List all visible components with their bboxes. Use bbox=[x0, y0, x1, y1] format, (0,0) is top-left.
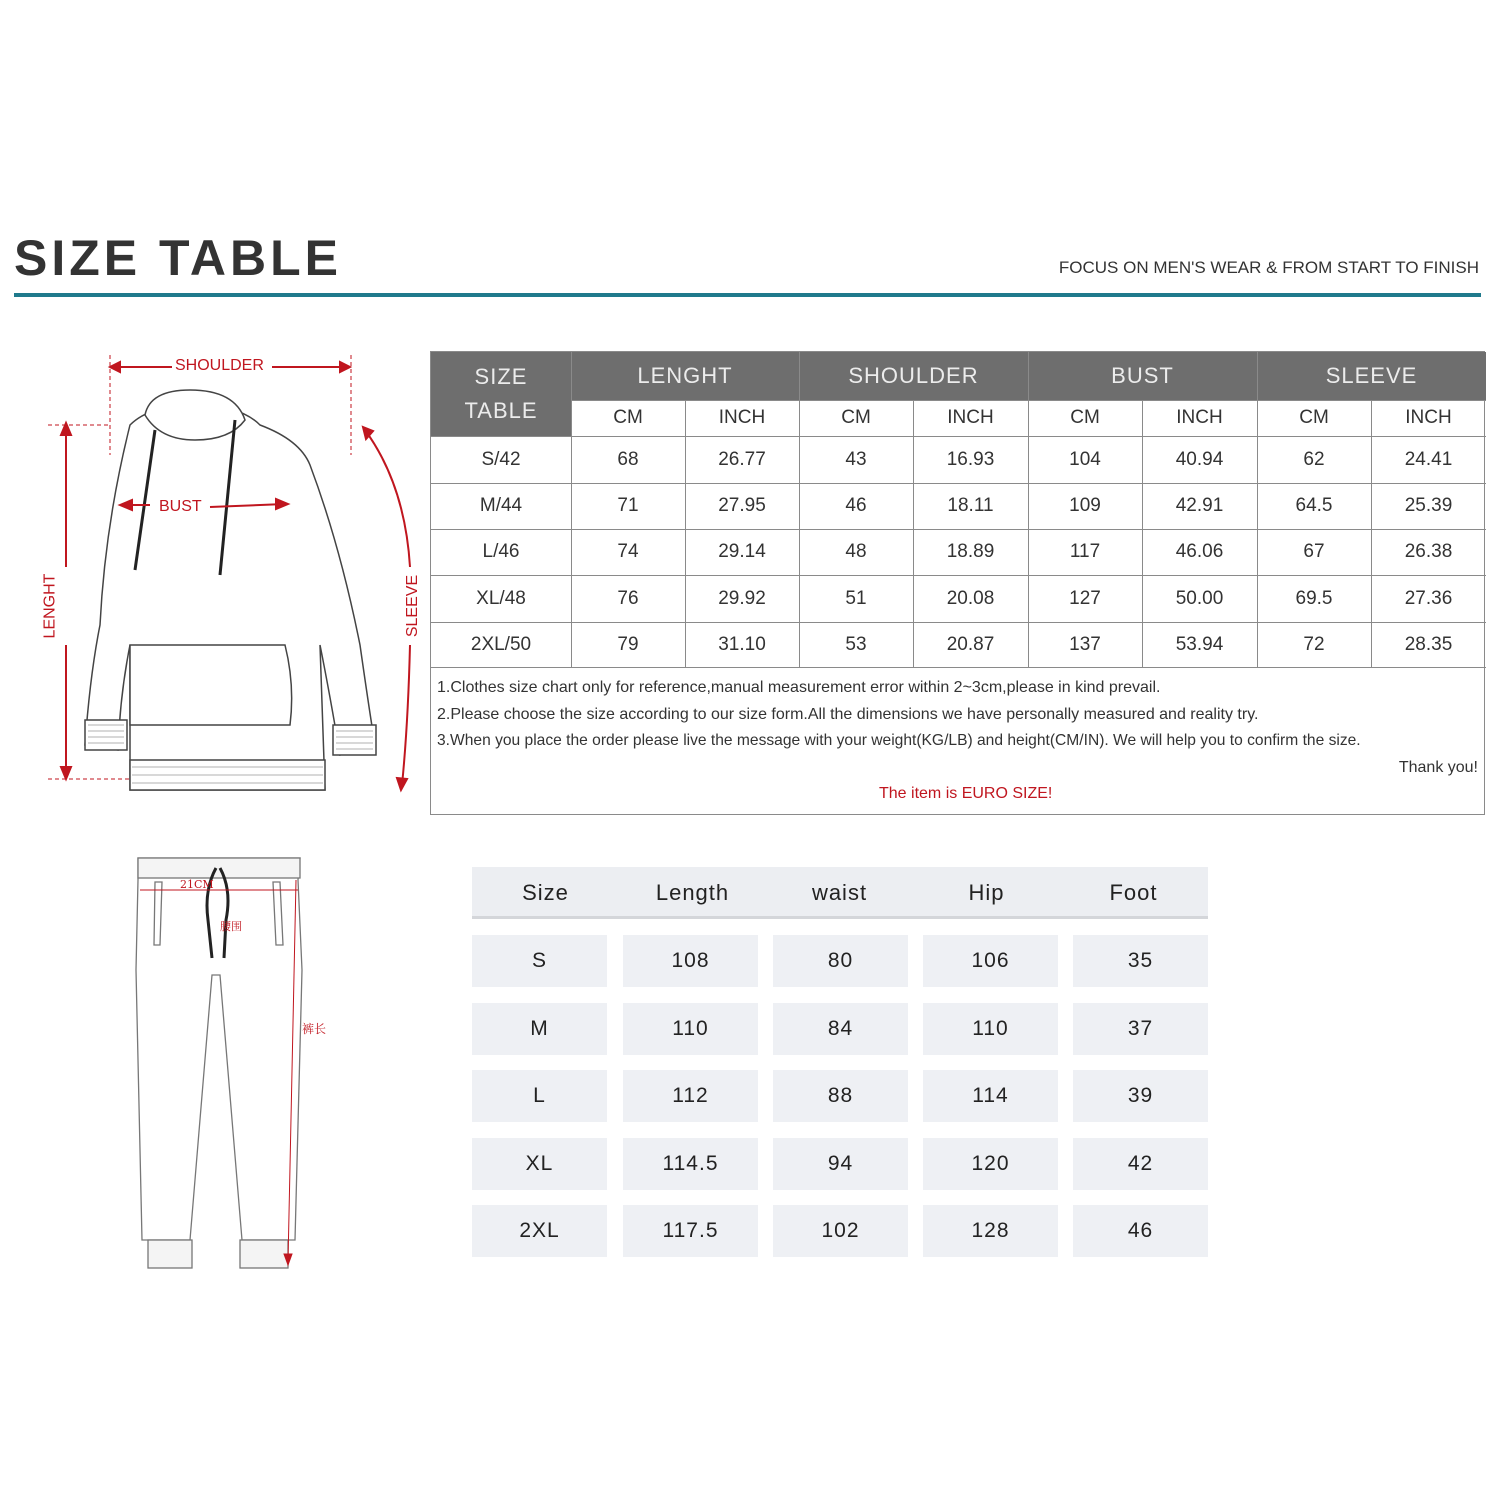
corner-label: SIZE TABLE bbox=[431, 352, 571, 436]
table-cell: 117 bbox=[1069, 541, 1101, 562]
waist-measure-label-cn: 腰围 bbox=[220, 921, 242, 933]
table-cell: 46.06 bbox=[1175, 541, 1224, 562]
table-cell: 29.92 bbox=[718, 587, 766, 609]
hoodie-diagram bbox=[40, 345, 430, 805]
unit-header: CM bbox=[841, 407, 871, 428]
table-cell: 40.94 bbox=[1175, 448, 1224, 470]
pants-table-cell: 120 bbox=[923, 1138, 1058, 1190]
pants-table-cell: 39 bbox=[1073, 1070, 1208, 1122]
group-header-sleeve: SLEEVE bbox=[1257, 352, 1486, 400]
unit-header: INCH bbox=[1176, 407, 1223, 428]
table-cell: 18.89 bbox=[946, 541, 995, 562]
pants-table-cell: 88 bbox=[773, 1070, 908, 1122]
note-1: 1.Clothes size chart only for reference,manual measurement error within 2~3cm,please in kind prevail. bbox=[437, 679, 1161, 696]
note-2: 2.Please choose the size according to our size form.All the dimensions we have personally measured and reality try. bbox=[437, 706, 1259, 723]
pants-table-cell: 46 bbox=[1073, 1205, 1208, 1257]
pants-table-cell: 106 bbox=[923, 935, 1058, 987]
page-title: SIZE TABLE bbox=[14, 230, 342, 286]
table-cell: 18.11 bbox=[947, 495, 994, 516]
table-cell: 72 bbox=[1303, 633, 1325, 655]
table-cell: 71 bbox=[617, 495, 639, 516]
unit-header: INCH bbox=[947, 407, 994, 428]
thanks-note: Thank you! bbox=[1398, 759, 1478, 776]
table-cell: 20.87 bbox=[946, 633, 995, 655]
column-header-waist: waist bbox=[811, 880, 868, 905]
pants-row-size-label: S bbox=[472, 935, 607, 987]
group-header-bust: BUST bbox=[1028, 352, 1257, 400]
bust-label: BUST bbox=[159, 498, 202, 515]
row-size-label: M/44 bbox=[479, 495, 523, 516]
pants-table-cell: 102 bbox=[773, 1205, 908, 1257]
table-cell: 67 bbox=[1303, 541, 1325, 562]
table-cell: 69.5 bbox=[1295, 587, 1333, 609]
column-header-size: Size bbox=[522, 880, 569, 905]
table-cell: 76 bbox=[617, 587, 639, 609]
table-cell: 68 bbox=[617, 448, 639, 470]
pants-table-cell: 110 bbox=[923, 1003, 1058, 1055]
table-cell: 46 bbox=[845, 495, 867, 516]
shoulder-label: SHOULDER bbox=[175, 357, 264, 374]
pants-row-size-label: M bbox=[472, 1003, 607, 1055]
tagline: FOCUS ON MEN'S WEAR & FROM START TO FINISH bbox=[1058, 258, 1479, 277]
sleeve-label: SLEEVE bbox=[404, 574, 422, 638]
length-label: LENGHT bbox=[41, 573, 59, 639]
pants-table-cell: 94 bbox=[773, 1138, 908, 1190]
row-size-label: L/46 bbox=[482, 541, 520, 562]
table-cell: 50.00 bbox=[1175, 587, 1224, 609]
table-cell: 29.14 bbox=[718, 541, 766, 562]
table-cell: 43 bbox=[845, 448, 867, 470]
pants-table-cell: 80 bbox=[773, 935, 908, 987]
title-divider bbox=[14, 293, 1481, 297]
row-size-label: 2XL/50 bbox=[470, 633, 532, 655]
pants-table-cell: 110 bbox=[623, 1003, 758, 1055]
pants-diagram bbox=[120, 850, 350, 1280]
column-header-foot: Foot bbox=[1109, 880, 1158, 905]
note-3: 3.When you place the order please live the message with your weight(KG/LB) and height(CM/IN). We will help you to confirm the size. bbox=[437, 732, 1361, 749]
pants-table-cell: 114.5 bbox=[623, 1138, 758, 1190]
table-cell: 24.41 bbox=[1404, 448, 1453, 470]
table-cell: 16.93 bbox=[946, 448, 995, 470]
table-cell: 127 bbox=[1069, 587, 1101, 609]
table-cell: 42.91 bbox=[1175, 495, 1224, 516]
table-cell: 27.95 bbox=[718, 495, 766, 516]
table-cell: 137 bbox=[1069, 633, 1101, 655]
unit-header: CM bbox=[613, 407, 643, 428]
hoodie-size-table bbox=[430, 351, 1485, 815]
table-cell: 51 bbox=[845, 587, 867, 609]
table-cell: 27.36 bbox=[1404, 587, 1453, 609]
table-cell: 104 bbox=[1069, 448, 1101, 470]
waist-measure-label: 21CM bbox=[180, 878, 214, 891]
pants-table-cell: 108 bbox=[623, 935, 758, 987]
unit-header: INCH bbox=[718, 407, 766, 428]
pants-table-cell: 84 bbox=[773, 1003, 908, 1055]
table-cell: 64.5 bbox=[1295, 495, 1333, 516]
unit-header: CM bbox=[1070, 407, 1100, 428]
euro-size-note: The item is EURO SIZE! bbox=[879, 785, 1053, 802]
table-cell: 53 bbox=[845, 633, 867, 655]
row-size-label: XL/48 bbox=[476, 587, 526, 609]
unit-header: CM bbox=[1299, 407, 1329, 428]
table-cell: 48 bbox=[845, 541, 867, 562]
pants-length-label: 裤长 bbox=[302, 1022, 327, 1036]
pants-row-size-label: XL bbox=[472, 1138, 607, 1190]
table-cell: 79 bbox=[617, 633, 639, 655]
row-size-label: S/42 bbox=[481, 448, 521, 470]
pants-table-cell: 117.5 bbox=[623, 1205, 758, 1257]
pants-table-cell: 37 bbox=[1073, 1003, 1208, 1055]
pants-table-cell: 42 bbox=[1073, 1138, 1208, 1190]
table-cell: 109 bbox=[1069, 495, 1101, 516]
table-cell: 28.35 bbox=[1404, 633, 1453, 655]
unit-header: INCH bbox=[1405, 407, 1452, 428]
table-cell: 53.94 bbox=[1175, 633, 1224, 655]
column-header-hip: Hip bbox=[968, 880, 1005, 905]
table-cell: 25.39 bbox=[1404, 495, 1453, 516]
pants-table-cell: 35 bbox=[1073, 935, 1208, 987]
table-cell: 62 bbox=[1303, 448, 1325, 470]
pants-table-header bbox=[472, 867, 1208, 919]
table-cell: 26.38 bbox=[1404, 541, 1453, 562]
pants-row-size-label: 2XL bbox=[472, 1205, 607, 1257]
column-header-length: Length bbox=[655, 880, 730, 905]
table-cell: 26.77 bbox=[718, 448, 766, 470]
table-cell: 31.10 bbox=[718, 633, 766, 655]
pants-table-cell: 128 bbox=[923, 1205, 1058, 1257]
pants-row-size-label: L bbox=[472, 1070, 607, 1122]
pants-table-cell: 112 bbox=[623, 1070, 758, 1122]
group-header-length: LENGHT bbox=[571, 352, 799, 400]
pants-table-cell: 114 bbox=[923, 1070, 1058, 1122]
table-cell: 74 bbox=[617, 541, 639, 562]
table-cell: 20.08 bbox=[946, 587, 995, 609]
group-header-shoulder: SHOULDER bbox=[799, 352, 1028, 400]
hoodie-illustration bbox=[40, 345, 430, 805]
pants-illustration bbox=[120, 850, 350, 1280]
